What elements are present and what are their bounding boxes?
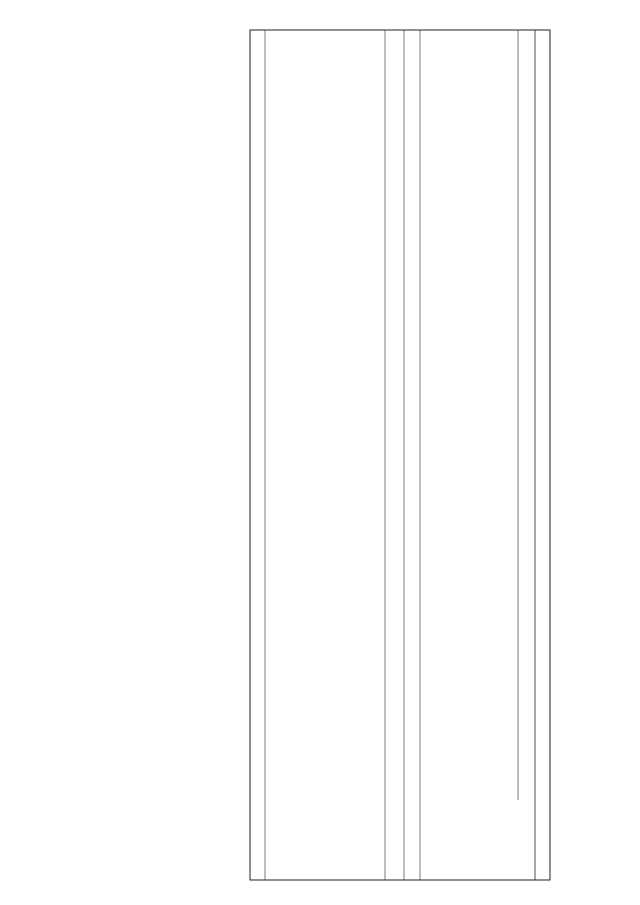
table-frame [250,30,550,880]
